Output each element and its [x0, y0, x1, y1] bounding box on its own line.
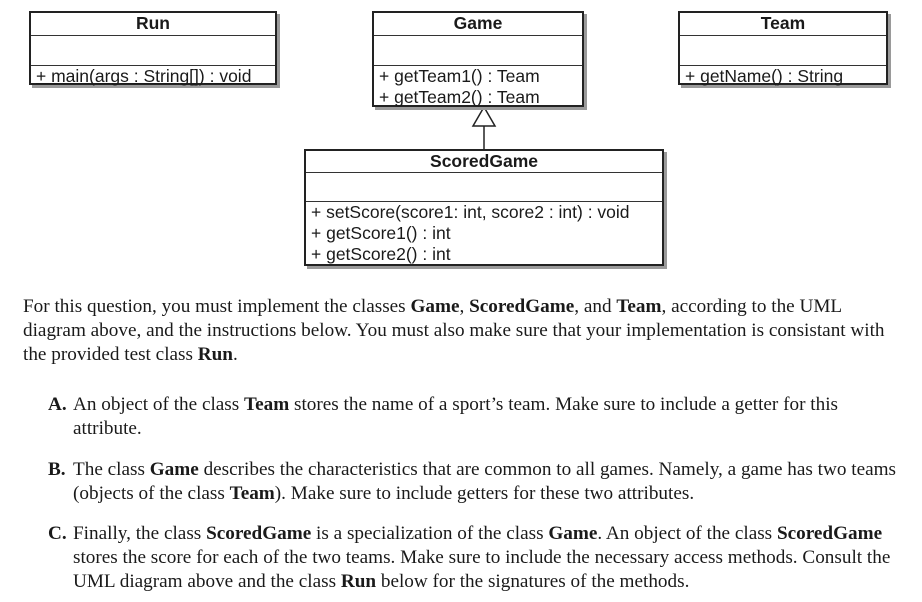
intro-bold-run: Run — [197, 344, 233, 365]
operations-compartment-team — [680, 66, 886, 87]
item-bold-scored-game: ScoredGame — [206, 523, 312, 544]
operation-get-score2: + getScore2() : int — [311, 244, 451, 264]
intro-bold-team: Team — [616, 296, 662, 317]
item-text: Finally, the class — [73, 523, 207, 544]
item-text: . An object of the class — [597, 523, 777, 544]
item-text: ). Make sure to include getters for these two attributes. — [274, 483, 695, 504]
item-body-c — [73, 522, 908, 594]
item-text: The class — [73, 459, 150, 480]
item-bold-team: Team — [244, 394, 290, 415]
intro-text: , — [459, 296, 470, 317]
uml-class-run — [29, 11, 277, 85]
generalization-triangle-head — [473, 107, 495, 126]
item-text: stores the name of a sport’s team. Make sure to include a getter for this attribute. — [73, 394, 838, 439]
intro-paragraph — [23, 295, 903, 367]
operation-get-team2: + getTeam2() : Team — [379, 87, 540, 107]
item-bold-game: Game — [149, 459, 199, 480]
intro-text: . — [232, 344, 238, 365]
item-bold-game: Game — [548, 523, 598, 544]
operations-compartment-scored-game — [306, 202, 662, 265]
item-text: stores the score for each of the two teams. Make sure to include the necessary access methods. Consult the UML diagram above and the class — [73, 547, 891, 592]
class-name-scored-game: ScoredGame — [306, 151, 662, 173]
uml-class-scored-game — [304, 149, 664, 266]
item-text: below for the signatures of the methods. — [376, 571, 690, 592]
intro-bold-game: Game — [410, 296, 460, 317]
operation-set-score: + setScore(score1: int, score2 : int) : void — [311, 202, 630, 222]
class-name-game: Game — [374, 13, 582, 36]
intro-text: , and — [574, 296, 617, 317]
operation-get-score1: + getScore1() : int — [311, 223, 451, 243]
operations-compartment-run — [31, 66, 275, 87]
operation-get-team1: + getTeam1() : Team — [379, 66, 540, 86]
intro-text: For this question, you must implement the classes — [23, 296, 411, 317]
operation-get-name: + getName() : String — [685, 66, 844, 86]
operations-compartment-game — [374, 66, 582, 108]
item-bold-run: Run — [340, 571, 377, 592]
item-label-a: A. — [48, 394, 67, 415]
item-body-b — [73, 458, 908, 506]
class-name-run: Run — [31, 13, 275, 36]
item-bold-team: Team — [229, 483, 275, 504]
attributes-compartment-scored-game — [306, 173, 662, 202]
uml-class-team — [678, 11, 888, 85]
attributes-compartment-run — [31, 36, 275, 66]
uml-class-game — [372, 11, 584, 107]
instruction-item-a — [48, 393, 908, 441]
item-label-b: B. — [48, 459, 66, 480]
item-body-a — [73, 393, 908, 441]
intro-bold-scored-game: ScoredGame — [469, 296, 575, 317]
instruction-item-b — [48, 458, 908, 506]
instruction-item-c — [48, 522, 908, 594]
item-label-c: C. — [48, 523, 67, 544]
item-text: describes the characteristics that are common to all games. Namely, a game has two teams (objects of the class — [73, 459, 897, 504]
operation-main: + main(args : String[]) : void — [36, 66, 252, 86]
item-text: An object of the class — [73, 394, 245, 415]
item-text: is a specialization of the class — [311, 523, 549, 544]
attributes-compartment-team — [680, 36, 886, 66]
class-name-team: Team — [680, 13, 886, 36]
intro-text: , according to the UML diagram above, and the instructions below. You must also make sure that your implementation is consistant with the provided test class — [23, 296, 885, 365]
item-bold-scored-game: ScoredGame — [776, 523, 883, 544]
attributes-compartment-game — [374, 36, 582, 66]
